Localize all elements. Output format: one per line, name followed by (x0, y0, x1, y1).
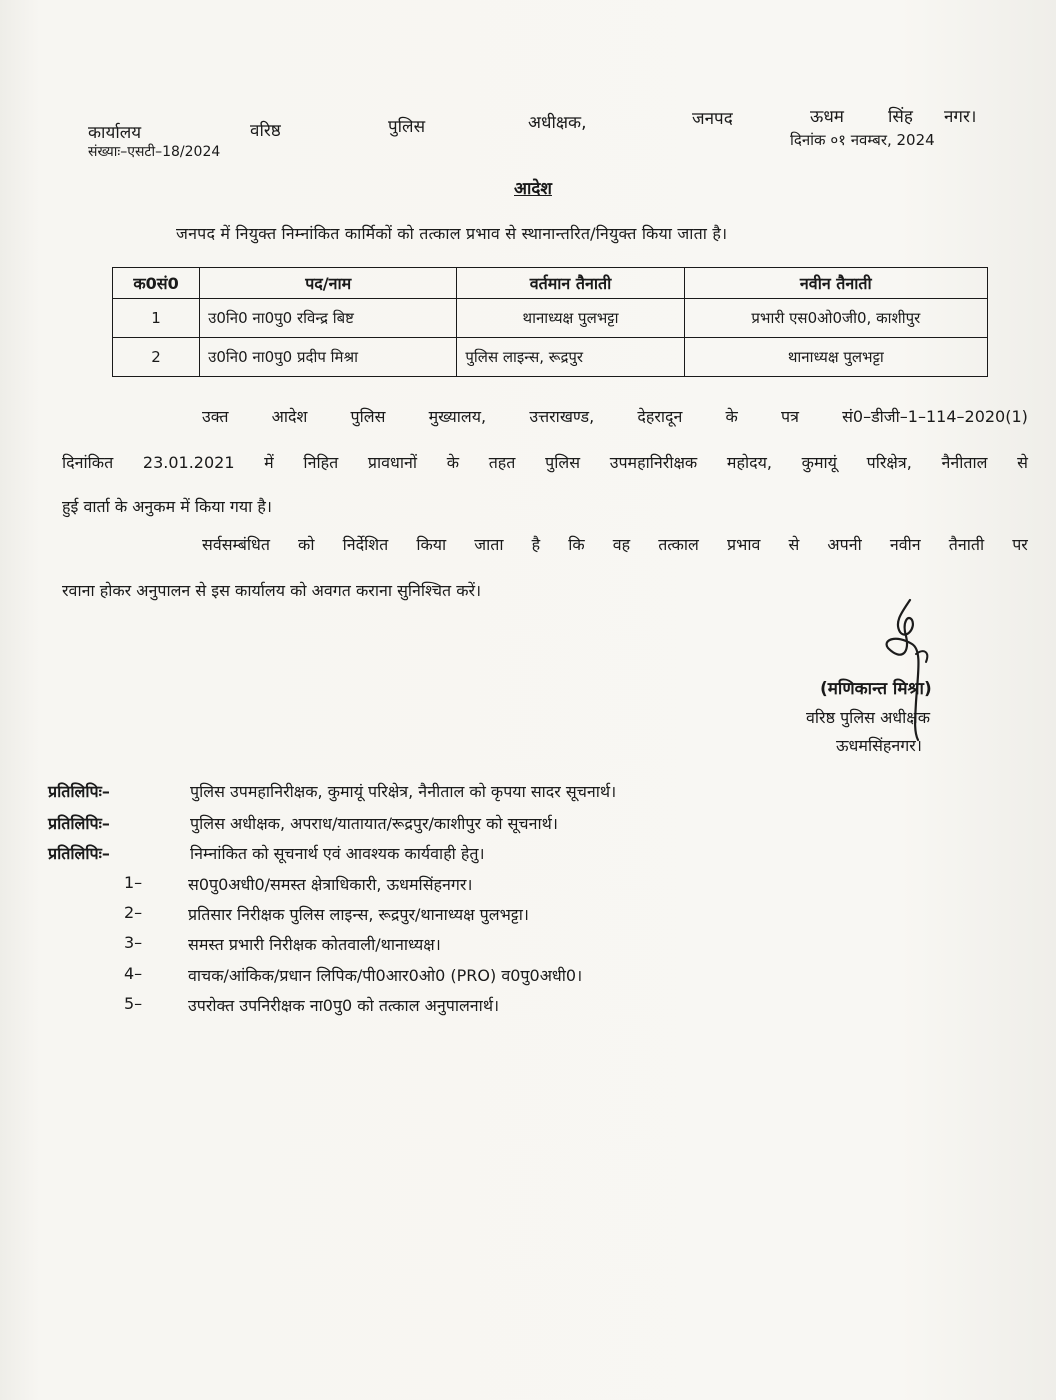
paragraph-1-line-2 (62, 440, 1028, 486)
word: देहरादून (637, 407, 683, 426)
copy-label: प्रतिलिपिः– (48, 814, 110, 833)
word: निहित (303, 453, 339, 472)
office-word: वरिष्ठ (250, 121, 281, 141)
word: के (446, 453, 460, 472)
order-title: आदेश (514, 179, 552, 199)
word: कुमायूं (801, 453, 837, 472)
word: परिक्षेत्र, (866, 453, 912, 472)
copy-item-number: 3– (124, 933, 143, 952)
word: उक्त (202, 407, 229, 426)
table-cell: थानाध्यक्ष पुलभट्टा (457, 299, 684, 338)
paragraph-2-line-1 (202, 522, 1028, 568)
column-header-current-posting: वर्तमान तैनाती (457, 268, 684, 299)
word: पर (1012, 535, 1028, 554)
column-header-post-name: पद/नाम (200, 268, 457, 299)
word: सं0–डीजी–1–114–2020(1) (842, 407, 1028, 426)
signatory-place: ऊधमसिंहनगर। (836, 736, 922, 755)
copy-item: वाचक/आंकिक/प्रधान लिपिक/पी0आर0ओ0 (PRO) व0पु0अधी0। (188, 966, 583, 985)
word: है (531, 535, 541, 554)
word: में (264, 453, 274, 472)
table-cell: प्रभारी एस0ओ0जी0, काशीपुर (684, 299, 987, 338)
copy-line: निम्नांकित को सूचनार्थ एवं आवश्यक कार्यवाही हेतु। (190, 844, 485, 863)
word: पुलिस (350, 407, 386, 426)
copy-item: समस्त प्रभारी निरीक्षक कोतवाली/थानाध्यक्ष। (188, 935, 441, 954)
copy-item: स0पु0अधी0/समस्त क्षेत्राधिकारी, ऊधमसिंहनगर। (188, 875, 473, 894)
word: 23.01.2021 (142, 453, 235, 472)
copy-line: पुलिस अधीक्षक, अपराध/यातायात/रूद्रपुर/काशीपुर को सूचनार्थ। (190, 814, 558, 833)
office-word: ऊधम (810, 107, 844, 127)
word: नवीन (889, 535, 921, 554)
table-cell: उ0नि0 ना0पु0 रविन्द्र बिष्ट (200, 299, 457, 338)
word: प्रभाव (727, 535, 761, 554)
signatory-name: (मणिकान्त मिश्रा) (820, 679, 932, 699)
table-cell: थानाध्यक्ष पुलभट्टा (684, 338, 987, 377)
paragraph-2-line-2: रवाना होकर अनुपालन से इस कार्यालय को अवगत कराना सुनिश्चित करें। (62, 581, 482, 600)
reference-number: संख्याः–एसटी–18/2024 (88, 144, 221, 160)
word: उपमहानिरीक्षक (609, 453, 698, 472)
copy-item-number: 5– (124, 994, 143, 1013)
copy-item-number: 1– (124, 873, 143, 892)
table-row (113, 299, 988, 338)
word: आदेश (271, 407, 308, 426)
order-date: दिनांक ०१ नवम्बर, 2024 (790, 131, 935, 149)
paragraph-1-line-1 (202, 394, 1028, 440)
word: वह (612, 535, 631, 554)
word: किया (416, 535, 447, 554)
word: अपनी (827, 535, 862, 554)
office-word: अधीक्षक, (528, 113, 587, 133)
word: तत्काल (658, 535, 699, 554)
word: दिनांकित (62, 453, 114, 472)
word: से (1017, 453, 1028, 472)
copy-label: प्रतिलिपिः– (48, 844, 110, 863)
office-word: कार्यालय (88, 123, 142, 143)
signatory-designation: वरिष्ठ पुलिस अधीक्षक (806, 708, 931, 727)
table-cell: 2 (113, 338, 200, 377)
word: से (788, 535, 800, 554)
transfer-table (112, 267, 988, 377)
word: तहत (488, 453, 516, 472)
table-row (113, 338, 988, 377)
copy-item-number: 2– (124, 903, 143, 922)
word: कि (568, 535, 585, 554)
copy-item: प्रतिसार निरीक्षक पुलिस लाइन्स, रूद्रपुर/थानाध्यक्ष पुलभट्टा। (188, 905, 529, 924)
copy-item-number: 4– (124, 964, 143, 983)
office-word: पुलिस (388, 117, 426, 137)
word: उत्तराखण्ड, (529, 407, 595, 426)
table-cell: 1 (113, 299, 200, 338)
copy-label: प्रतिलिपिः– (48, 782, 110, 801)
word: के (725, 407, 738, 426)
word: पुलिस (545, 453, 581, 472)
copy-item: उपरोक्त उपनिरीक्षक ना0पु0 को तत्काल अनुपालनार्थ। (188, 996, 500, 1015)
table-header-row (113, 268, 988, 299)
office-word: सिंह (888, 107, 913, 127)
word: सर्वसम्बंधित (202, 535, 270, 554)
order-intro: जनपद में नियुक्त निम्नांकित कार्मिकों को तत्काल प्रभाव से स्थानान्तरित/नियुक्त किया जाता है। (176, 224, 728, 243)
word: तैनाती (948, 535, 985, 554)
table-cell: उ0नि0 ना0पु0 प्रदीप मिश्रा (200, 338, 457, 377)
word: पत्र (781, 407, 799, 426)
column-header-new-posting: नवीन तैनाती (684, 268, 987, 299)
word: नैनीताल (941, 453, 988, 472)
table-cell: पुलिस लाइन्स, रूद्रपुर (457, 338, 684, 377)
word: को (298, 535, 315, 554)
word: जाता (474, 535, 504, 554)
paragraph-1-line-3: हुई वार्ता के अनुकम में किया गया है। (62, 497, 272, 516)
office-word: नगर। (944, 107, 977, 127)
word: निर्देशित (342, 535, 389, 554)
word: महोदय, (726, 453, 772, 472)
copy-line: पुलिस उपमहानिरीक्षक, कुमायूं परिक्षेत्र, नैनीताल को कृपया सादर सूचनार्थ। (190, 782, 617, 801)
word: प्रावधानों (367, 453, 418, 472)
word: मुख्यालय, (428, 407, 487, 426)
column-header-serial: क0सं0 (113, 268, 200, 299)
office-word: जनपद (692, 109, 733, 129)
